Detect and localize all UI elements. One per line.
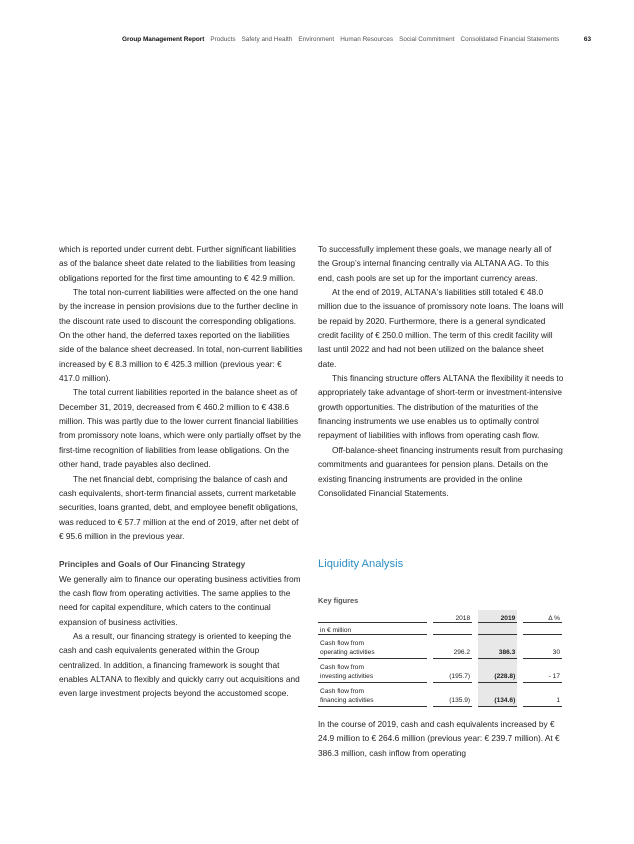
column-header-2018: 2018 [455,615,471,622]
brand-name: ALTANA [90,673,123,684]
section-title-liquidity-analysis: Liquidity Analysis [318,558,404,570]
column-header-2019: 2019 [478,610,517,622]
cell-delta: 30 [523,635,562,659]
paragraph [59,629,303,701]
table-row [318,683,562,707]
paragraph: The total non-current liabilities were affected on the one hand by the increase in pension provisions due to the further decline in the discount rate used to discount the corresponding obligations. On the other hand, the deferred taxes reported on the liabilities side of the balance sheet decreased. In total, non-current liabilities increased by € 8.3 million to € 425.3 million (previous year: € 417.0 million). [59,287,303,384]
text-run: As a result, our financing strategy is oriented to keeping the cash and cash equivalents generated within the Group centralized. In addition, a financing framework is sought that enables [59,630,292,684]
left-column [59,242,303,701]
paragraph: Off-balance-sheet financing instruments result from purchasing commitments and guarantees for pension plans. Details on the existing financing instruments are provided in the online Consolidated Financial Statements. [318,444,563,498]
cell-2019: (134.6) [478,683,517,707]
cell-2018: (135.9) [433,683,472,707]
paragraph: We generally aim to finance our operating business activities from the cash flow from operating activities. The same applies to the need for capital expenditure, which caters to the continual expansion of business activities. [59,573,301,627]
text-run: ’s liabilities still totaled € 48.0 million due to the issuance of promissory note loans. The loans will be repaid by 2020. Furthermore, there is a general syndicated credit facility of € 250.0 million. The term of this credit facility will last until 2022 and had not been utilized on the balance sheet date. [318,287,564,369]
column-header-delta: Δ % [548,615,560,622]
brand-name: ALTANA [442,373,476,384]
brand-name: ALTANA AG [474,258,521,269]
paragraph [318,371,564,443]
paragraph: which is reported under current debt. Further significant liabilities as of the balance sheet date related to the liabilities from leasing obligations reported for the first time amounting to € 42.9 million. [59,244,297,283]
paragraph: In the course of 2019, cash and cash equivalents increased by € 24.9 million to € 264.6 million (previous year: € 239.7 million). At € 386.3 million, cash inflow from operating [318,719,560,758]
text-run: to flexibly and quickly carry out acquisitions and even large investment projects beyond the accustomed scope. [59,673,300,699]
cell-delta: 1 [523,683,562,707]
row-label [318,659,427,683]
table-header-row [318,610,562,622]
units-row [318,622,562,635]
cell-delta: - 17 [523,659,562,683]
paragraph: The total current liabilities reported in the balance sheet as of December 31, 2019, decreased from € 460.2 million to € 438.6 million. This was partly due to the lower current financial liabilities from promissory note loans, which were only partially offset by the first-time recognition of liabilities from lease obligations. On the other hand, trade payables also declined. [59,387,301,470]
text-run: the flexibility it needs to appropriately take advantage of short-term or investment-intensive growth opportunities. The distribution of the maturities of the financing instruments we use enables us to optimally control repayment of liabilities with inflows from operating cash flow. [318,373,564,441]
cell-2019: 386.3 [478,635,517,659]
paragraph: The net financial debt, comprising the balance of cash and cash equivalents, short-term financial assets, current marketable securities, loans granted, debt, and employee benefit obligations, was reduced to € 57.7 million at the end of 2019, after net debt of € 95.6 million in the previous year. [59,473,299,541]
nav-products[interactable]: Products [210,36,236,43]
brand-name: ALTANA [404,287,437,298]
nav-group-management-report[interactable]: Group Management Report [122,36,205,43]
text-run: . To this end, cash pools are set up for the important currency areas. [318,258,549,283]
paragraph [318,285,564,371]
row-label-line: Cash flow from [320,640,364,647]
page-number: 63 [583,36,591,43]
row-label-line: financing activities [320,696,374,704]
cell-2019: (228.8) [478,659,517,683]
nav-social-commitment[interactable]: Social Commitment [399,36,455,43]
nav-human-resources[interactable]: Human Resources [340,36,394,43]
right-column-bottom [318,717,564,760]
row-label-line: investing activities [320,672,374,680]
paragraph [318,242,564,285]
row-label [318,635,427,659]
right-column [318,242,564,500]
nav-consolidated-financial-statements[interactable]: Consolidated Financial Statements [460,36,560,43]
cell-2018: (195.7) [433,659,472,683]
text-run: At the end of 2019, [332,287,405,298]
row-label-line: operating activities [320,648,375,656]
header-empty [318,610,427,622]
cell-2018: 296.2 [433,635,472,659]
row-label-line: Cash flow from [320,664,364,671]
nav-environment[interactable]: Environment [298,36,335,43]
top-navigation [122,36,591,48]
nav-safety-and-health[interactable]: Safety and Health [241,36,293,43]
text-run: To successfully implement these goals, we manage nearly all of the Group’s internal financing centrally via [318,244,552,269]
row-label-line: Cash flow from [320,688,364,695]
subheading: Principles and Goals of Our Financing Strategy [59,559,246,570]
row-label [318,683,427,707]
key-figures-table [318,610,562,707]
table-caption: Key figures [318,596,359,605]
table-row [318,635,562,659]
text-run: This financing structure offers [332,373,443,384]
table-row [318,659,562,683]
units-label: in € million [318,622,427,635]
